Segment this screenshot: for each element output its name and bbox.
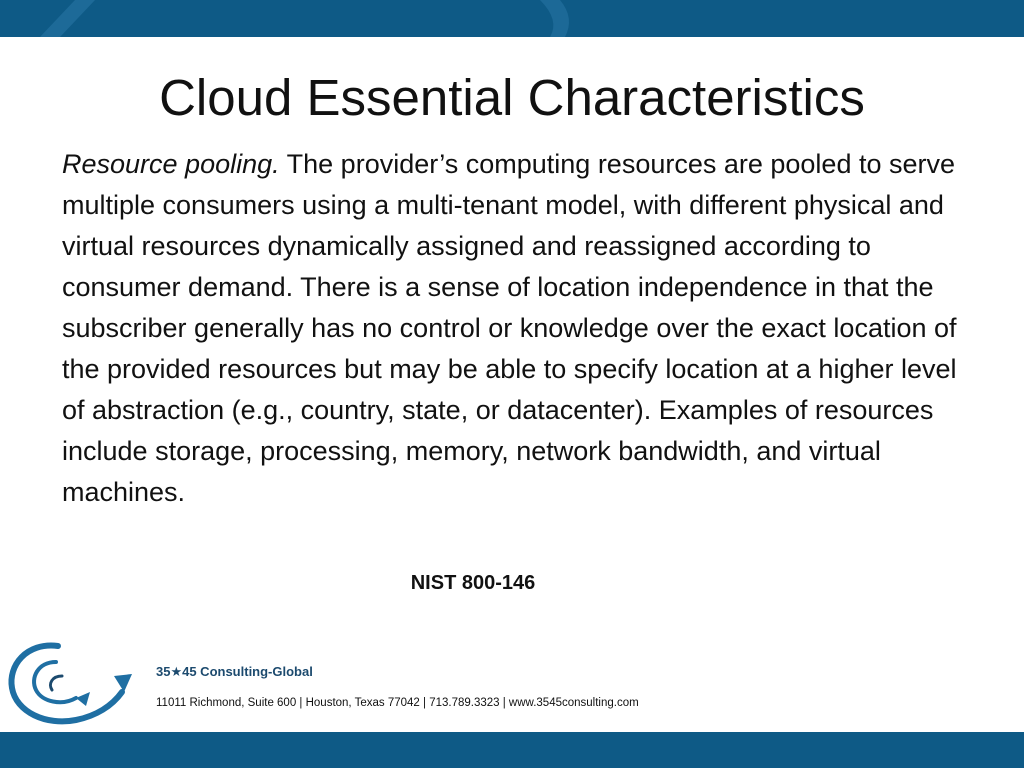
company-name: 35★45 Consulting-Global bbox=[156, 664, 313, 679]
company-address: 11011 Richmond, Suite 600 | Houston, Texas 77042 | 713.789.3323 | www.3545consulting.com bbox=[156, 697, 639, 709]
citation: NIST 800-146 bbox=[410, 572, 536, 594]
bottom-banner bbox=[0, 732, 1024, 768]
body-lead-term: Resource pooling. bbox=[62, 149, 280, 179]
banner-swoosh-decoration bbox=[0, 0, 1024, 37]
slide-title: Cloud Essential Characteristics bbox=[159, 69, 865, 126]
body-description: The provider’s computing resources are pooled to serve multiple consumers using a multi-tenant model, with different physical and virtual resources dynamically assigned and reassigned according to consumer demand. There is a sense of location independence in that the subscriber generally has no control or knowledge over the exact location of the provided resources but may be able to specify location at a higher level of abstraction (e.g., country, state, or datacenter). Examples of resources include storage, processing, memory, network bandwidth, and virtual machines. bbox=[62, 149, 957, 507]
top-banner bbox=[0, 0, 1024, 37]
company-logo-icon bbox=[6, 636, 136, 728]
slide-body bbox=[62, 144, 982, 513]
